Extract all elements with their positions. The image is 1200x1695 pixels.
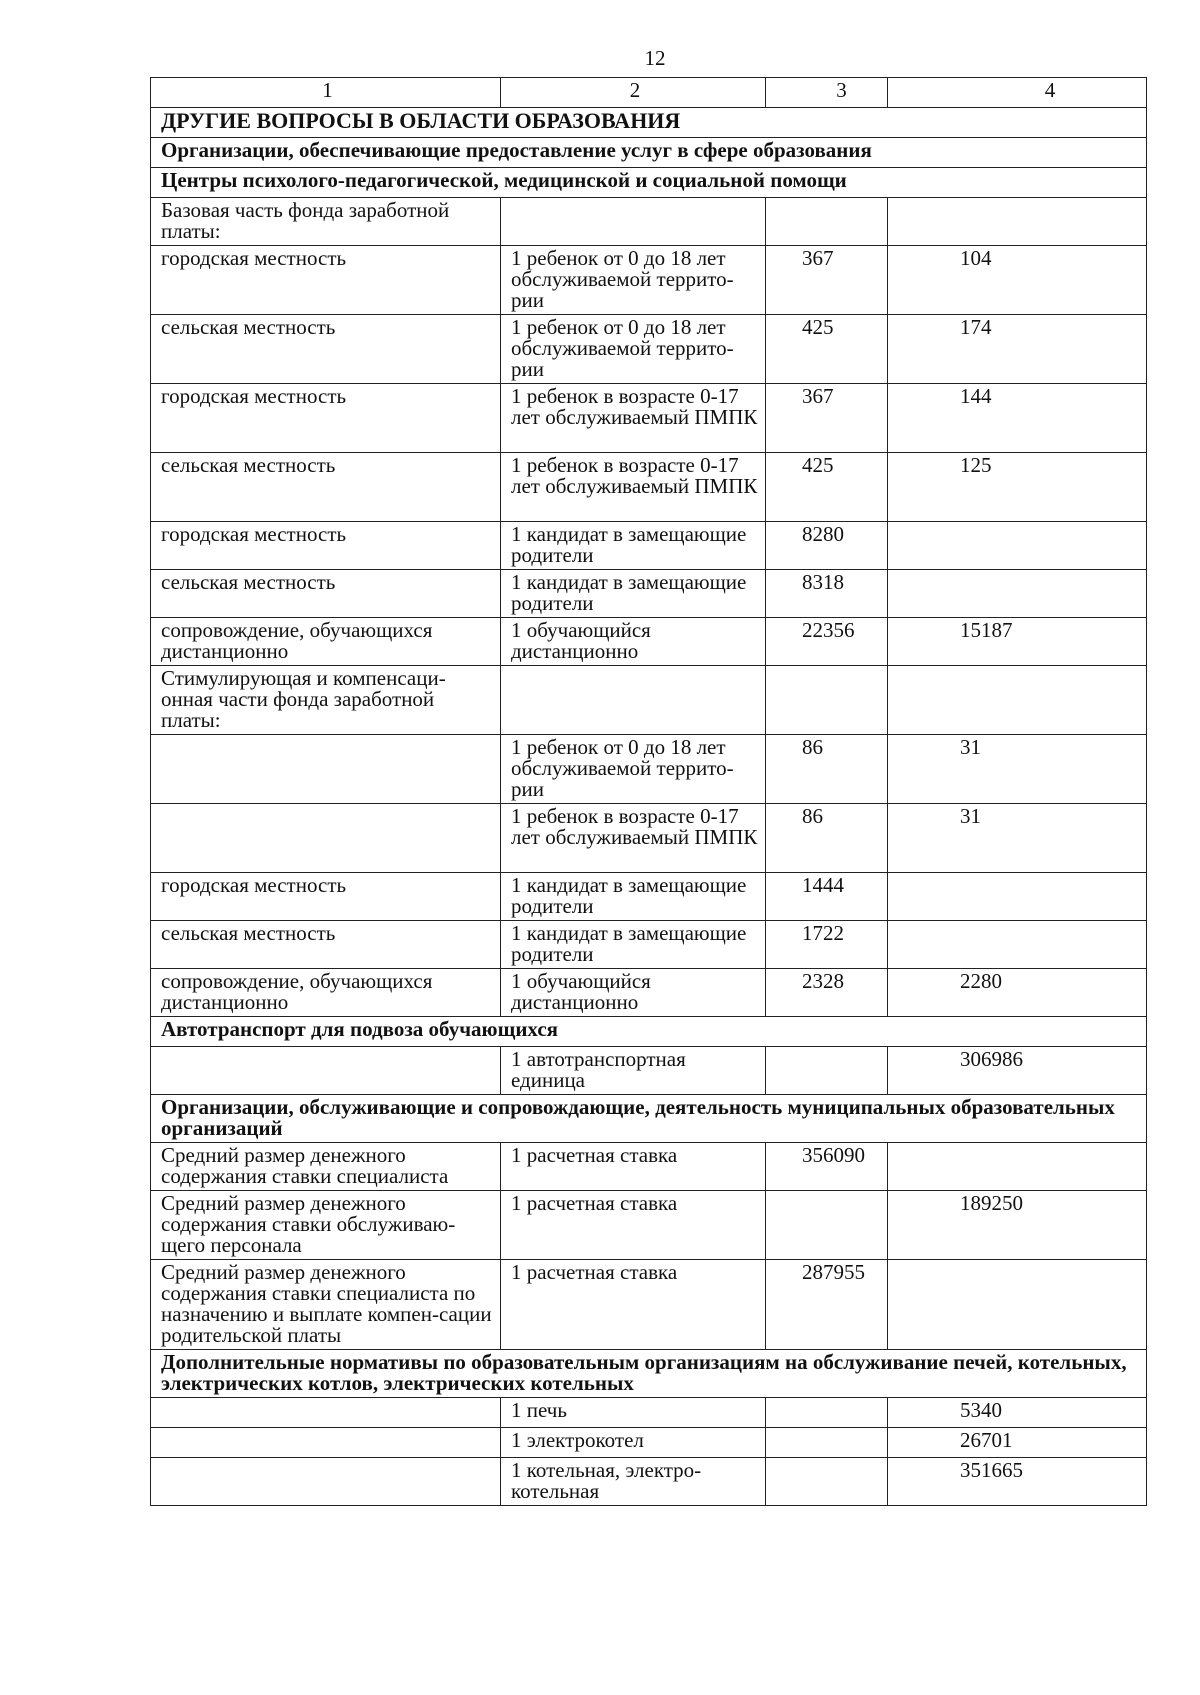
table-cell: 174 <box>888 315 1147 384</box>
table-cell <box>151 1428 501 1458</box>
table-cell: городская местность <box>151 246 501 315</box>
table-cell: 1 кандидат в замещающие родители <box>501 873 766 921</box>
table-cell: 31 <box>888 804 1147 873</box>
table-cell: 125 <box>888 453 1147 522</box>
table-cell <box>888 1260 1147 1350</box>
table-cell <box>888 666 1147 735</box>
table-cell: сопровождение, обучающихся дистанционно <box>151 969 501 1017</box>
table-row <box>151 1398 1147 1428</box>
table-cell: 2328 <box>766 969 888 1017</box>
table-cell <box>501 666 766 735</box>
table-cell: городская местность <box>151 522 501 570</box>
table-cell: 26701 <box>888 1428 1147 1458</box>
table-cell: 425 <box>766 453 888 522</box>
table-cell: городская местность <box>151 384 501 453</box>
table-cell: 1 обучающийся дистанционно <box>501 618 766 666</box>
table-cell <box>151 1458 501 1506</box>
table-cell: 425 <box>766 315 888 384</box>
table-cell: Средний размер денежного содержания ставки специалиста <box>151 1143 501 1191</box>
table-cell: сельская местность <box>151 570 501 618</box>
table-cell: сельская местность <box>151 921 501 969</box>
table-row <box>151 1458 1147 1506</box>
table-cell <box>151 735 501 804</box>
subheading-cell: Базовая часть фонда заработной платы: <box>151 198 501 246</box>
table-row <box>151 804 1147 873</box>
table-cell: 15187 <box>888 618 1147 666</box>
column-header: 2 <box>501 78 766 108</box>
table-cell: 144 <box>888 384 1147 453</box>
column-header: 1 <box>151 78 501 108</box>
table-cell: 1 обучающийся дистанционно <box>501 969 766 1017</box>
table-cell: 22356 <box>766 618 888 666</box>
table-cell: 1 расчетная ставка <box>501 1260 766 1350</box>
table-cell <box>766 1047 888 1095</box>
page-number: 12 <box>644 46 666 70</box>
table-cell: 1 ребенок в возрасте 0-17 лет обслуживаемый ПМПК <box>501 453 766 522</box>
table-cell <box>151 1047 501 1095</box>
table-cell <box>501 198 766 246</box>
table-cell: 31 <box>888 735 1147 804</box>
table-cell: 367 <box>766 246 888 315</box>
table-cell <box>151 804 501 873</box>
table-cell: сопровождение, обучающихся дистанционно <box>151 618 501 666</box>
table-cell: 367 <box>766 384 888 453</box>
section-row <box>151 168 1147 198</box>
table-cell: 356090 <box>766 1143 888 1191</box>
table-row <box>151 1260 1147 1350</box>
table-cell <box>766 1458 888 1506</box>
table-cell <box>888 522 1147 570</box>
table-cell <box>766 1398 888 1428</box>
table-row <box>151 735 1147 804</box>
section-heading: Автотранспорт для подвоза обучающихся <box>151 1017 1147 1047</box>
subheading-cell: Стимулирующая и компенсаци-онная части фонда заработной платы: <box>151 666 501 735</box>
table-cell: 1 кандидат в замещающие родители <box>501 570 766 618</box>
table-cell: 1 электрокотел <box>501 1428 766 1458</box>
table-cell: 8318 <box>766 570 888 618</box>
table-cell <box>151 1398 501 1428</box>
table-cell <box>766 1428 888 1458</box>
table-row <box>151 1191 1147 1260</box>
table-cell: 1 ребенок от 0 до 18 лет обслуживаемой террито-рии <box>501 246 766 315</box>
table-cell <box>888 873 1147 921</box>
table-cell: 1444 <box>766 873 888 921</box>
table-cell: 287955 <box>766 1260 888 1350</box>
table-row <box>151 618 1147 666</box>
table-cell: 1 расчетная ставка <box>501 1143 766 1191</box>
table-cell: сельская местность <box>151 315 501 384</box>
table-row <box>151 969 1147 1017</box>
table-cell: 1722 <box>766 921 888 969</box>
section-heading: Центры психолого-педагогической, медицинской и социальной помощи <box>151 168 1147 198</box>
section-row <box>151 1017 1147 1047</box>
column-header-row <box>151 78 1147 108</box>
section-heading: Дополнительные нормативы по образовательным организациям на обслуживание печей, котельных, электрических котлов, электрических котельных <box>151 1350 1147 1398</box>
section-row <box>151 1095 1147 1143</box>
table-cell <box>888 921 1147 969</box>
section-row <box>151 138 1147 168</box>
table-row <box>151 570 1147 618</box>
table-cell <box>766 666 888 735</box>
table-cell <box>766 198 888 246</box>
column-header: 4 <box>888 78 1147 108</box>
section-row <box>151 1350 1147 1398</box>
table-row <box>151 246 1147 315</box>
table-cell: 1 печь <box>501 1398 766 1428</box>
table-cell: Средний размер денежного содержания ставки обслуживаю-щего персонала <box>151 1191 501 1260</box>
section-heading: Организации, обслуживающие и сопровождающие, деятельность муниципальных образовательных организаций <box>151 1095 1147 1143</box>
table-cell: 306986 <box>888 1047 1147 1095</box>
table-cell: 351665 <box>888 1458 1147 1506</box>
section-title: ДРУГИЕ ВОПРОСЫ В ОБЛАСТИ ОБРАЗОВАНИЯ <box>151 108 1147 138</box>
table-cell: 104 <box>888 246 1147 315</box>
table-cell <box>888 198 1147 246</box>
table-row <box>151 315 1147 384</box>
table-row <box>151 1143 1147 1191</box>
subheading-row <box>151 198 1147 246</box>
table-cell: 1 ребенок в возрасте 0-17 лет обслуживаемый ПМПК <box>501 804 766 873</box>
table-cell: 8280 <box>766 522 888 570</box>
section-heading: Организации, обеспечивающие предоставление услуг в сфере образования <box>151 138 1147 168</box>
norms-table <box>150 77 1147 1506</box>
table-cell: 5340 <box>888 1398 1147 1428</box>
table-cell: 1 ребенок в возрасте 0-17 лет обслуживаемый ПМПК <box>501 384 766 453</box>
table-cell: сельская местность <box>151 453 501 522</box>
table-cell: 189250 <box>888 1191 1147 1260</box>
table-cell: 86 <box>766 804 888 873</box>
table-cell: 1 расчетная ставка <box>501 1191 766 1260</box>
table-cell: 1 кандидат в замещающие родители <box>501 522 766 570</box>
table-cell <box>888 1143 1147 1191</box>
table-row <box>151 522 1147 570</box>
table-row <box>151 1047 1147 1095</box>
table-row <box>151 1428 1147 1458</box>
table-cell: 2280 <box>888 969 1147 1017</box>
table-row <box>151 384 1147 453</box>
table-row <box>151 453 1147 522</box>
table-cell: 86 <box>766 735 888 804</box>
table-row <box>151 921 1147 969</box>
table-cell <box>888 570 1147 618</box>
subheading-row <box>151 666 1147 735</box>
table-cell: 1 ребенок от 0 до 18 лет обслуживаемой террито-рии <box>501 735 766 804</box>
column-header: 3 <box>766 78 888 108</box>
table-cell: 1 кандидат в замещающие родители <box>501 921 766 969</box>
table-row <box>151 873 1147 921</box>
table-cell: Средний размер денежного содержания ставки специалиста по назначению и выплате компен-сации родительской платы <box>151 1260 501 1350</box>
table-cell: 1 автотранспортная единица <box>501 1047 766 1095</box>
table-cell: 1 котельная, электро-котельная <box>501 1458 766 1506</box>
section-row <box>151 108 1147 138</box>
table-cell <box>766 1191 888 1260</box>
table-cell: 1 ребенок от 0 до 18 лет обслуживаемой террито-рии <box>501 315 766 384</box>
table-cell: городская местность <box>151 873 501 921</box>
